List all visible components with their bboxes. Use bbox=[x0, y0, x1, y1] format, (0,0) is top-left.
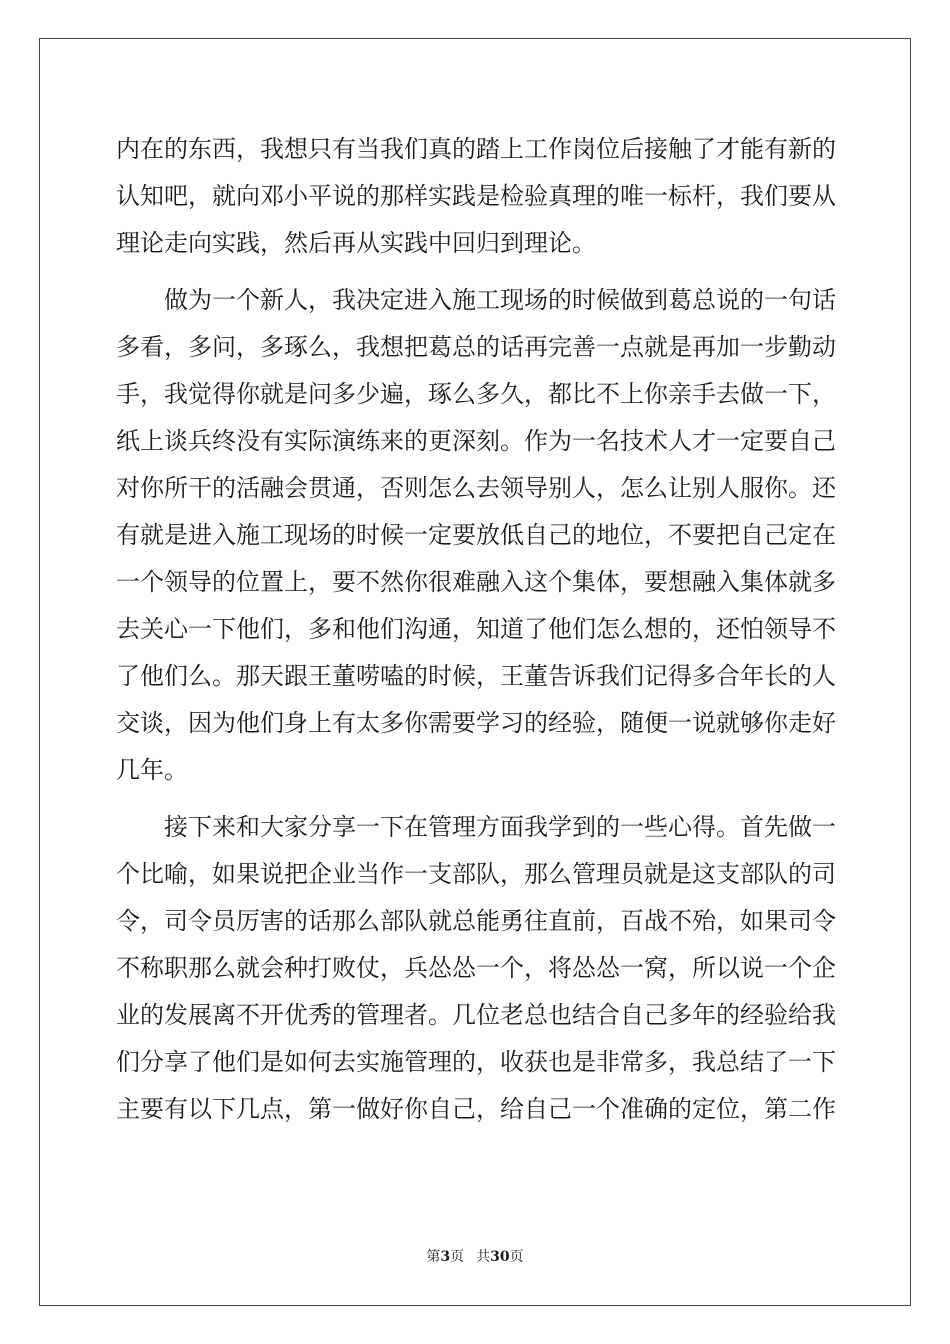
text-line: 手，我觉得你就是问多少遍，琢么多久，都比不上你亲手去做一下， bbox=[116, 380, 836, 408]
paragraph bbox=[116, 126, 836, 267]
text-line: 个比喻，如果说把企业当作一支部队，那么管理员就是这支部队的司 bbox=[116, 860, 836, 888]
text-line: 一个领导的位置上，要不然你很难融入这个集体，要想融入集体就多 bbox=[116, 568, 836, 596]
text-line: 对你所干的活融会贯通，否则怎么去领导别人，怎么让别人服你。还 bbox=[116, 474, 836, 502]
text-line: 纸上谈兵终没有实际演练来的更深刻。作为一名技术人才一定要自己 bbox=[116, 427, 836, 455]
text-line: 做为一个新人，我决定进入施工现场的时候做到葛总说的一句话 bbox=[116, 286, 836, 314]
text-line: 业的发展离不开优秀的管理者。几位老总也结合自己多年的经验给我 bbox=[116, 1001, 836, 1029]
text-line: 去关心一下他们，多和他们沟通，知道了他们怎么想的，还怕领导不 bbox=[116, 615, 836, 643]
text-line: 理论走向实践，然后再从实践中回归到理论。 bbox=[116, 229, 596, 257]
text-line: 不称职那么就会种打败仗，兵怂怂一个，将怂怂一窝，所以说一个企 bbox=[116, 954, 836, 982]
total-suffix: 页 bbox=[509, 1249, 524, 1265]
total-prefix: 共 bbox=[476, 1249, 491, 1265]
text-line: 认知吧，就向邓小平说的那样实践是检验真理的唯一标杆，我们要从 bbox=[116, 182, 836, 210]
page-footer bbox=[0, 1246, 950, 1266]
document-body bbox=[116, 126, 836, 1133]
page-suffix: 页 bbox=[450, 1249, 465, 1265]
paragraph bbox=[116, 804, 836, 1133]
text-line: 有就是进入施工现场的时候一定要放低自己的地位，不要把自己定在 bbox=[116, 521, 836, 549]
page-prefix: 第 bbox=[426, 1249, 441, 1265]
text-line: 主要有以下几点，第一做好你自己，给自己一个准确的定位，第二作 bbox=[116, 1095, 836, 1123]
text-line: 多看，多问，多琢么，我想把葛总的话再完善一点就是再加一步勤动 bbox=[116, 333, 836, 361]
text-line: 交谈，因为他们身上有太多你需要学习的经验，随便一说就够你走好 bbox=[116, 709, 836, 737]
paragraph bbox=[116, 277, 836, 794]
text-line: 了他们么。那天跟王董唠嗑的时候，王董告诉我们记得多合年长的人 bbox=[116, 662, 836, 690]
text-line: 内在的东西，我想只有当我们真的踏上工作岗位后接触了才能有新的 bbox=[116, 135, 836, 163]
text-line: 接下来和大家分享一下在管理方面我学到的一些心得。首先做一 bbox=[116, 813, 836, 841]
text-line: 几年。 bbox=[116, 756, 188, 784]
total-pages: 30 bbox=[490, 1249, 510, 1265]
page-number: 3 bbox=[440, 1249, 451, 1265]
text-line: 令，司令员厉害的话那么部队就总能勇往直前，百战不殆，如果司令 bbox=[116, 907, 836, 935]
text-line: 们分享了他们是如何去实施管理的，收获也是非常多，我总结了一下 bbox=[116, 1048, 836, 1076]
